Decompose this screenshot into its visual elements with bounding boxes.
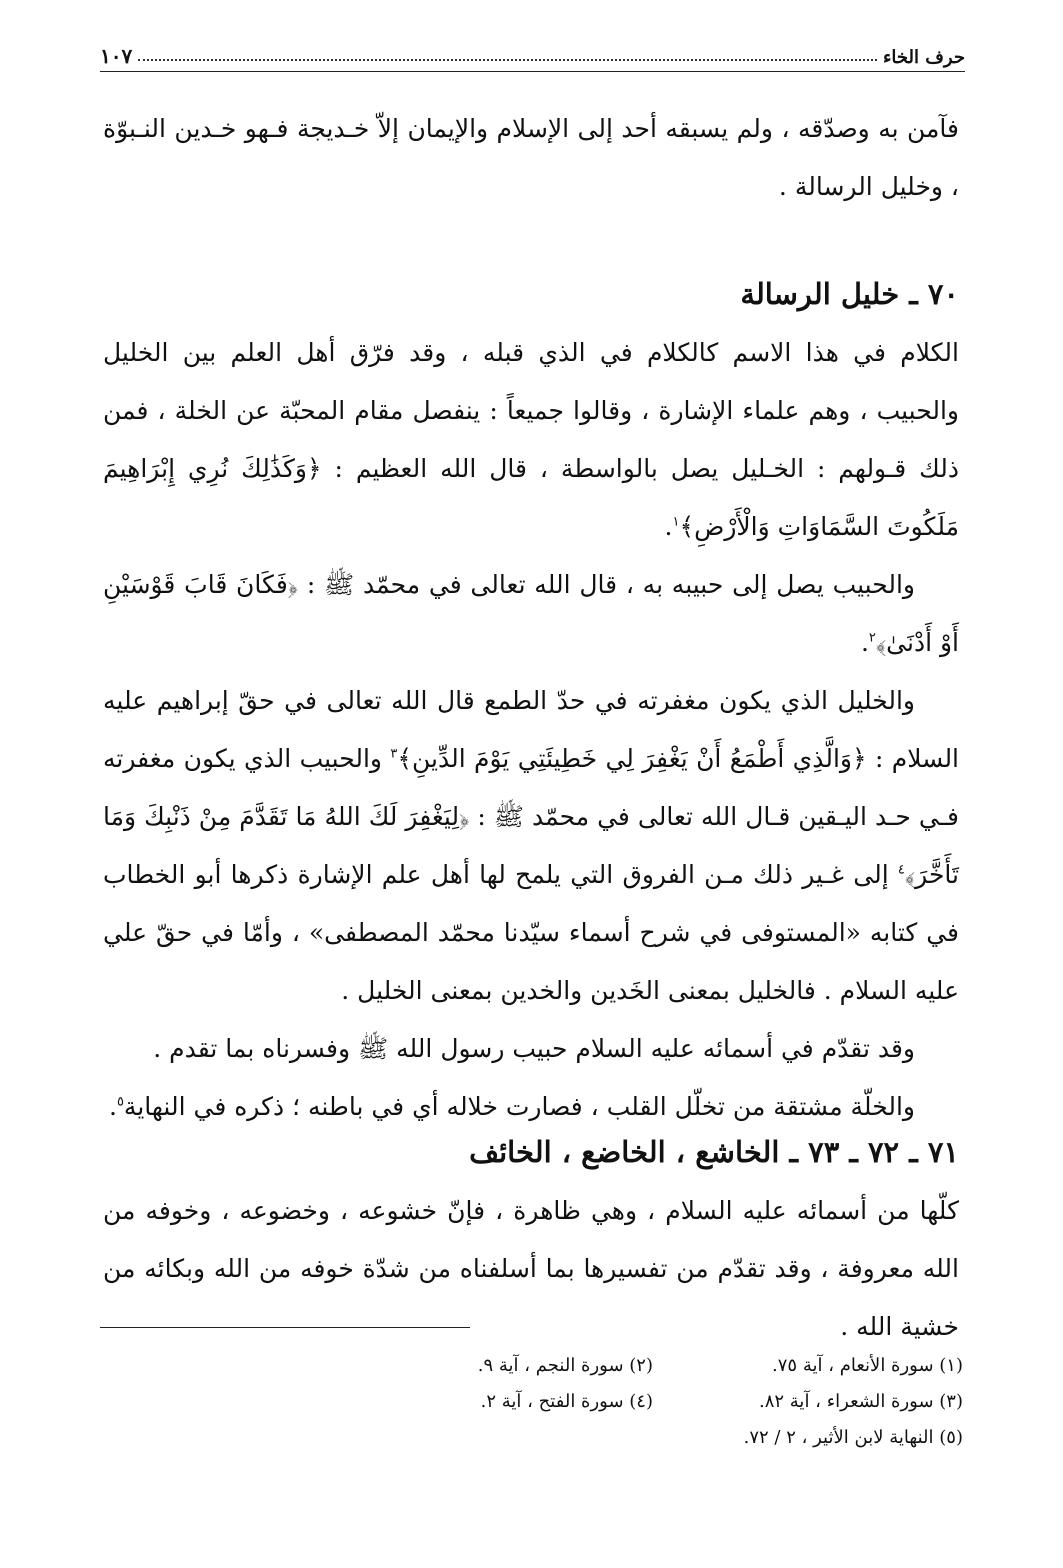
- footnote-row: [343, 1384, 963, 1420]
- section-70-body: [103, 324, 959, 1136]
- footnote-ref: ٥: [116, 1094, 124, 1110]
- continuation-paragraph: فآمن به وصدّقه ، ولم يسبقه أحد إلى الإسلام والإيمان إلاّ خـديجة فـهو خـدين النـبوّة ، وخليل الرسالة .: [103, 114, 959, 201]
- footnote-ref: ٤: [897, 862, 905, 878]
- paragraph-text: والخلّة مشتقة من تخلّل القلب ، فصارت خلاله أي في باطنه ؛ ذكره في النهاية: [123, 1092, 915, 1121]
- footnote-ref: ٣: [390, 746, 398, 762]
- paragraph-text: والحبيب الذي يكون مغفرته فـي حـد اليـقين قـال الله تعالى في محمّد ﷺ : ﴿لِيَغْفِرَ لَكَ اللهُ مَا تَقَدَّمَ مِنْ ذَنْبِكَ وَمَا تَأَخَّرَ﴾: [103, 744, 959, 889]
- footnotes: [343, 1348, 963, 1456]
- section-70-paragraph-4: وقد تقدّم في أسمائه عليه السلام حبيب رسول الله ﷺ وفسرناه بما تقدم .: [153, 1034, 915, 1063]
- paragraph-text: الكلام في هذا الاسم كالكلام في الذي قبله ، وقد فرّق أهل العلم بين الخليل والحبيب ، وهم علماء الإشارة ، وقالوا جميعاً : ينفصل مقام المحبّة عن الخلة ، فمن ذلك قـولهم : الخـليل يصل بالواسطة ، قال الله العظيم : ﴿وَكَذَٰلِكَ نُرِي إِبْرَاهِيمَ مَلَكُوتَ السَّمَاوَاتِ وَالْأَرْضِ﴾: [103, 338, 959, 541]
- footnote-1: (١) سورة الأنعام ، آية ٧٥.: [772, 1355, 963, 1376]
- footnote-rule: [100, 1327, 470, 1328]
- paragraph-text: والخليل الذي يكون مغفرته في حدّ الطمع قال الله تعالى في حقّ إبراهيم عليه السلام : ﴿وَالَّذِي أَطْمَعُ أَنْ يَغْفِرَ لِي خَطِيئَتِي يَوْمَ الدِّينِ﴾: [103, 686, 960, 773]
- section-70-paragraph-5: والخلّة مشتقة من تخلّل القلب ، فصارت خلاله أي في باطنه ؛ ذكره في النهاية$^٥$.: [108, 1092, 915, 1121]
- running-head-title: حرف الخاء: [882, 47, 965, 68]
- section-70-paragraph-1: الكلام في هذا الاسم كالكلام في الذي قبله ، وقد فرّق أهل العلم بين الخليل والحبيب ، وهم علماء الإشارة ، وقالوا جميعاً : ينفصل مقام المحبّة عن الخلة ، فمن ذلك قـولهم : الخـليل يصل بالواسطة ، قال الله العظيم : ﴿وَكَذَٰلِكَ نُرِي إِبْرَاهِيمَ مَلَكُوتَ السَّمَاوَاتِ وَالْأَرْضِ﴾$^١$.: [103, 338, 959, 541]
- section-71-heading: ٧١ ـ ٧٢ ـ ٧٣ ـ الخاشع ، الخاضع ، الخائف: [469, 1135, 959, 1169]
- footnote-5: (٥) النهاية لابن الأثير ، ٢ / ٧٢.: [743, 1427, 963, 1448]
- section-70-paragraph-3: [103, 672, 959, 1020]
- section-71-body: [103, 1182, 959, 1356]
- footnote-2: (٢) سورة النجم ، آية ٩.: [477, 1355, 653, 1376]
- footnote-ref: ١: [672, 514, 680, 530]
- section-71-paragraph-1: كلّها من أسمائه عليه السلام ، وهي ظاهرة ، فإنّ خشوعه ، وخضوعه ، وخوفه من الله معروفة ، وقد تقدّم من تفسيرها بما أسلفناه من شدّة خوفه من الله وبكائه من خشية الله .: [103, 1196, 959, 1341]
- footnote-ref: ٢: [868, 630, 876, 646]
- running-head: [100, 38, 965, 68]
- continuation-block: [103, 100, 959, 216]
- footnote-row: [343, 1348, 963, 1384]
- page-number: ١٠٧: [100, 44, 133, 68]
- paragraph-text: والحبيب يصل إلى حبيبه به ، قال الله تعالى في محمّد ﷺ : ﴿فَكَانَ قَابَ قَوْسَيْنِ أَوْ أَدْنَىٰ﴾: [103, 570, 959, 657]
- header-rule: [100, 71, 965, 72]
- dot-leader: [138, 59, 877, 61]
- section-70-paragraph-2: والحبيب يصل إلى حبيبه به ، قال الله تعالى في محمّد ﷺ : ﴿فَكَانَ قَابَ قَوْسَيْنِ أَوْ أَدْنَىٰ﴾$^٢$.: [103, 570, 959, 657]
- footnote-4: (٤) سورة الفتح ، آية ٢.: [480, 1391, 653, 1412]
- section-70-heading: ٧٠ ـ خليل الرسالة: [740, 277, 959, 311]
- footnote-row: [343, 1420, 963, 1456]
- paragraph-text: إلى غـير ذلك مـن الفروق التي يلمح لها أهل علم الإشارة ذكرها أبو الخطاب في كتابه «المستوفى في شرح أسماء سيّدنا محمّد المصطفى» ، وأمّا في حقّ علي عليه السلام . فالخليل بمعنى الخَدين والخدين بمعنى الخليل .: [103, 860, 959, 1005]
- footnote-3: (٣) سورة الشعراء ، آية ٨٢.: [758, 1391, 963, 1412]
